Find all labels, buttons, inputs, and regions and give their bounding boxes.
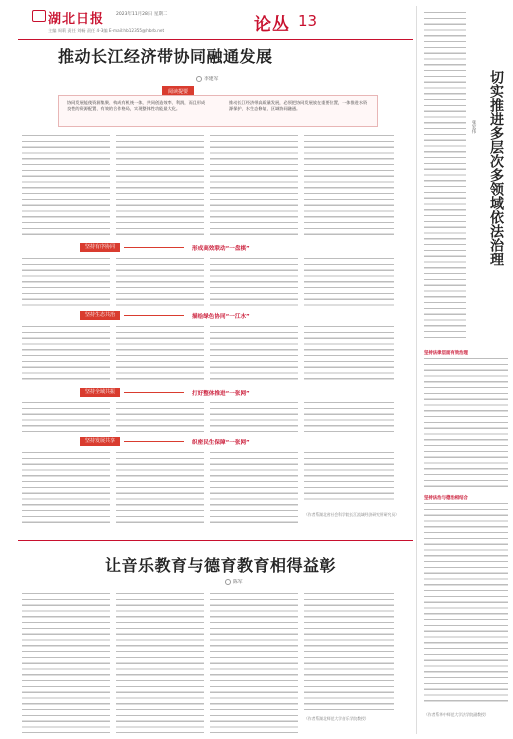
body-column xyxy=(22,326,110,382)
subhead-3 xyxy=(80,388,250,397)
subhead-tag: 坚持生态共治 xyxy=(80,311,120,320)
subhead-line xyxy=(124,392,184,393)
intro-tag: 阅读提要 xyxy=(162,86,194,97)
body-column xyxy=(116,593,204,733)
section-name: 论丛 xyxy=(254,15,290,35)
second-article-title: 让音乐教育与德育教育相得益彰 xyxy=(105,556,337,575)
brand-name: 湖北日报 xyxy=(48,12,105,27)
intro-right: 推动长江经济带高质量发展，必须把协同发展放在重要位置，一体推进水资源保护、水生态修复、区域协同融通。 xyxy=(229,100,368,111)
body-column xyxy=(116,452,204,524)
body-column xyxy=(22,402,110,432)
subhead-line xyxy=(124,441,184,442)
body-column xyxy=(210,258,298,306)
masthead xyxy=(18,6,413,40)
author-icon xyxy=(196,76,202,82)
body-column xyxy=(304,326,394,382)
body-column xyxy=(22,593,110,733)
body-column xyxy=(210,326,298,382)
body-column xyxy=(304,402,394,432)
body-column xyxy=(424,358,508,488)
body-column xyxy=(210,402,298,432)
body-column xyxy=(22,258,110,306)
subhead-1 xyxy=(80,243,250,252)
body-column xyxy=(304,258,394,306)
second-footnote: （作者系湖北师范大学音乐学院教授） xyxy=(304,716,369,721)
body-column xyxy=(22,452,110,524)
body-column xyxy=(210,452,298,524)
right-article-author: 张宏伟 xyxy=(471,120,476,134)
subhead-tag: 坚持发展共享 xyxy=(80,437,120,446)
right-section-1-title: 坚持法律层面有效治理 xyxy=(424,351,468,356)
main-article-author xyxy=(196,75,218,82)
subhead-title: 描绘绿色协同“一江水” xyxy=(192,313,250,320)
body-column xyxy=(22,135,110,235)
body-column xyxy=(116,258,204,306)
main-article-title: 推动长江经济带协同融通发展 xyxy=(58,47,273,66)
subhead-2 xyxy=(80,311,250,320)
right-section-2-title: 坚持法治与德治相结合 xyxy=(424,496,468,501)
subhead-4 xyxy=(80,437,250,446)
subhead-tag: 坚持有序协同 xyxy=(80,243,120,252)
subhead-title: 织密民生保障“一张网” xyxy=(192,439,250,446)
body-column xyxy=(210,593,298,733)
author-name: 陈军 xyxy=(233,580,243,585)
subhead-line xyxy=(124,315,184,316)
newspaper-logo-icon xyxy=(32,10,46,22)
subhead-title: 打好整体推进“一张网” xyxy=(192,390,250,397)
main-footnote: （作者系湖北省社会科学院长江流域经济研究所研究员） xyxy=(304,512,399,517)
body-column xyxy=(116,402,204,432)
intro-box xyxy=(58,95,378,127)
subhead-tag: 坚持全域共振 xyxy=(80,388,120,397)
editor-meta: 主编 周莉 责任 刘畅 责任 4-3编 E-mail:hb12355@hbrb.net xyxy=(48,28,165,33)
intro-left: 协同发展能使资源集聚、构成有机统一体，共同创造效率、利润，而且形成良性的资源配置、有效的合作格局，实现整体性功能最大化。 xyxy=(67,100,206,111)
body-column xyxy=(116,326,204,382)
second-article-author xyxy=(225,578,243,585)
column-divider xyxy=(416,6,417,734)
body-column xyxy=(424,12,466,342)
subhead-line xyxy=(124,247,184,248)
subhead-title: 形成高效联动“一盘棋” xyxy=(192,245,250,252)
body-column xyxy=(210,135,298,235)
right-article-title: 切实推进多层次多领域依法治理 xyxy=(488,70,504,266)
page-number: 13 xyxy=(298,12,318,30)
body-column xyxy=(304,452,394,504)
author-name: 李建军 xyxy=(204,77,219,82)
body-column xyxy=(116,135,204,235)
author-icon xyxy=(225,579,231,585)
body-column xyxy=(424,503,508,703)
issue-date: 2023年11月28日 星期二 xyxy=(116,12,168,17)
body-column xyxy=(304,135,394,235)
article-separator xyxy=(18,540,413,541)
body-column xyxy=(304,593,394,711)
right-footnote: （作者系华中师范大学法学院副教授） xyxy=(424,712,489,717)
